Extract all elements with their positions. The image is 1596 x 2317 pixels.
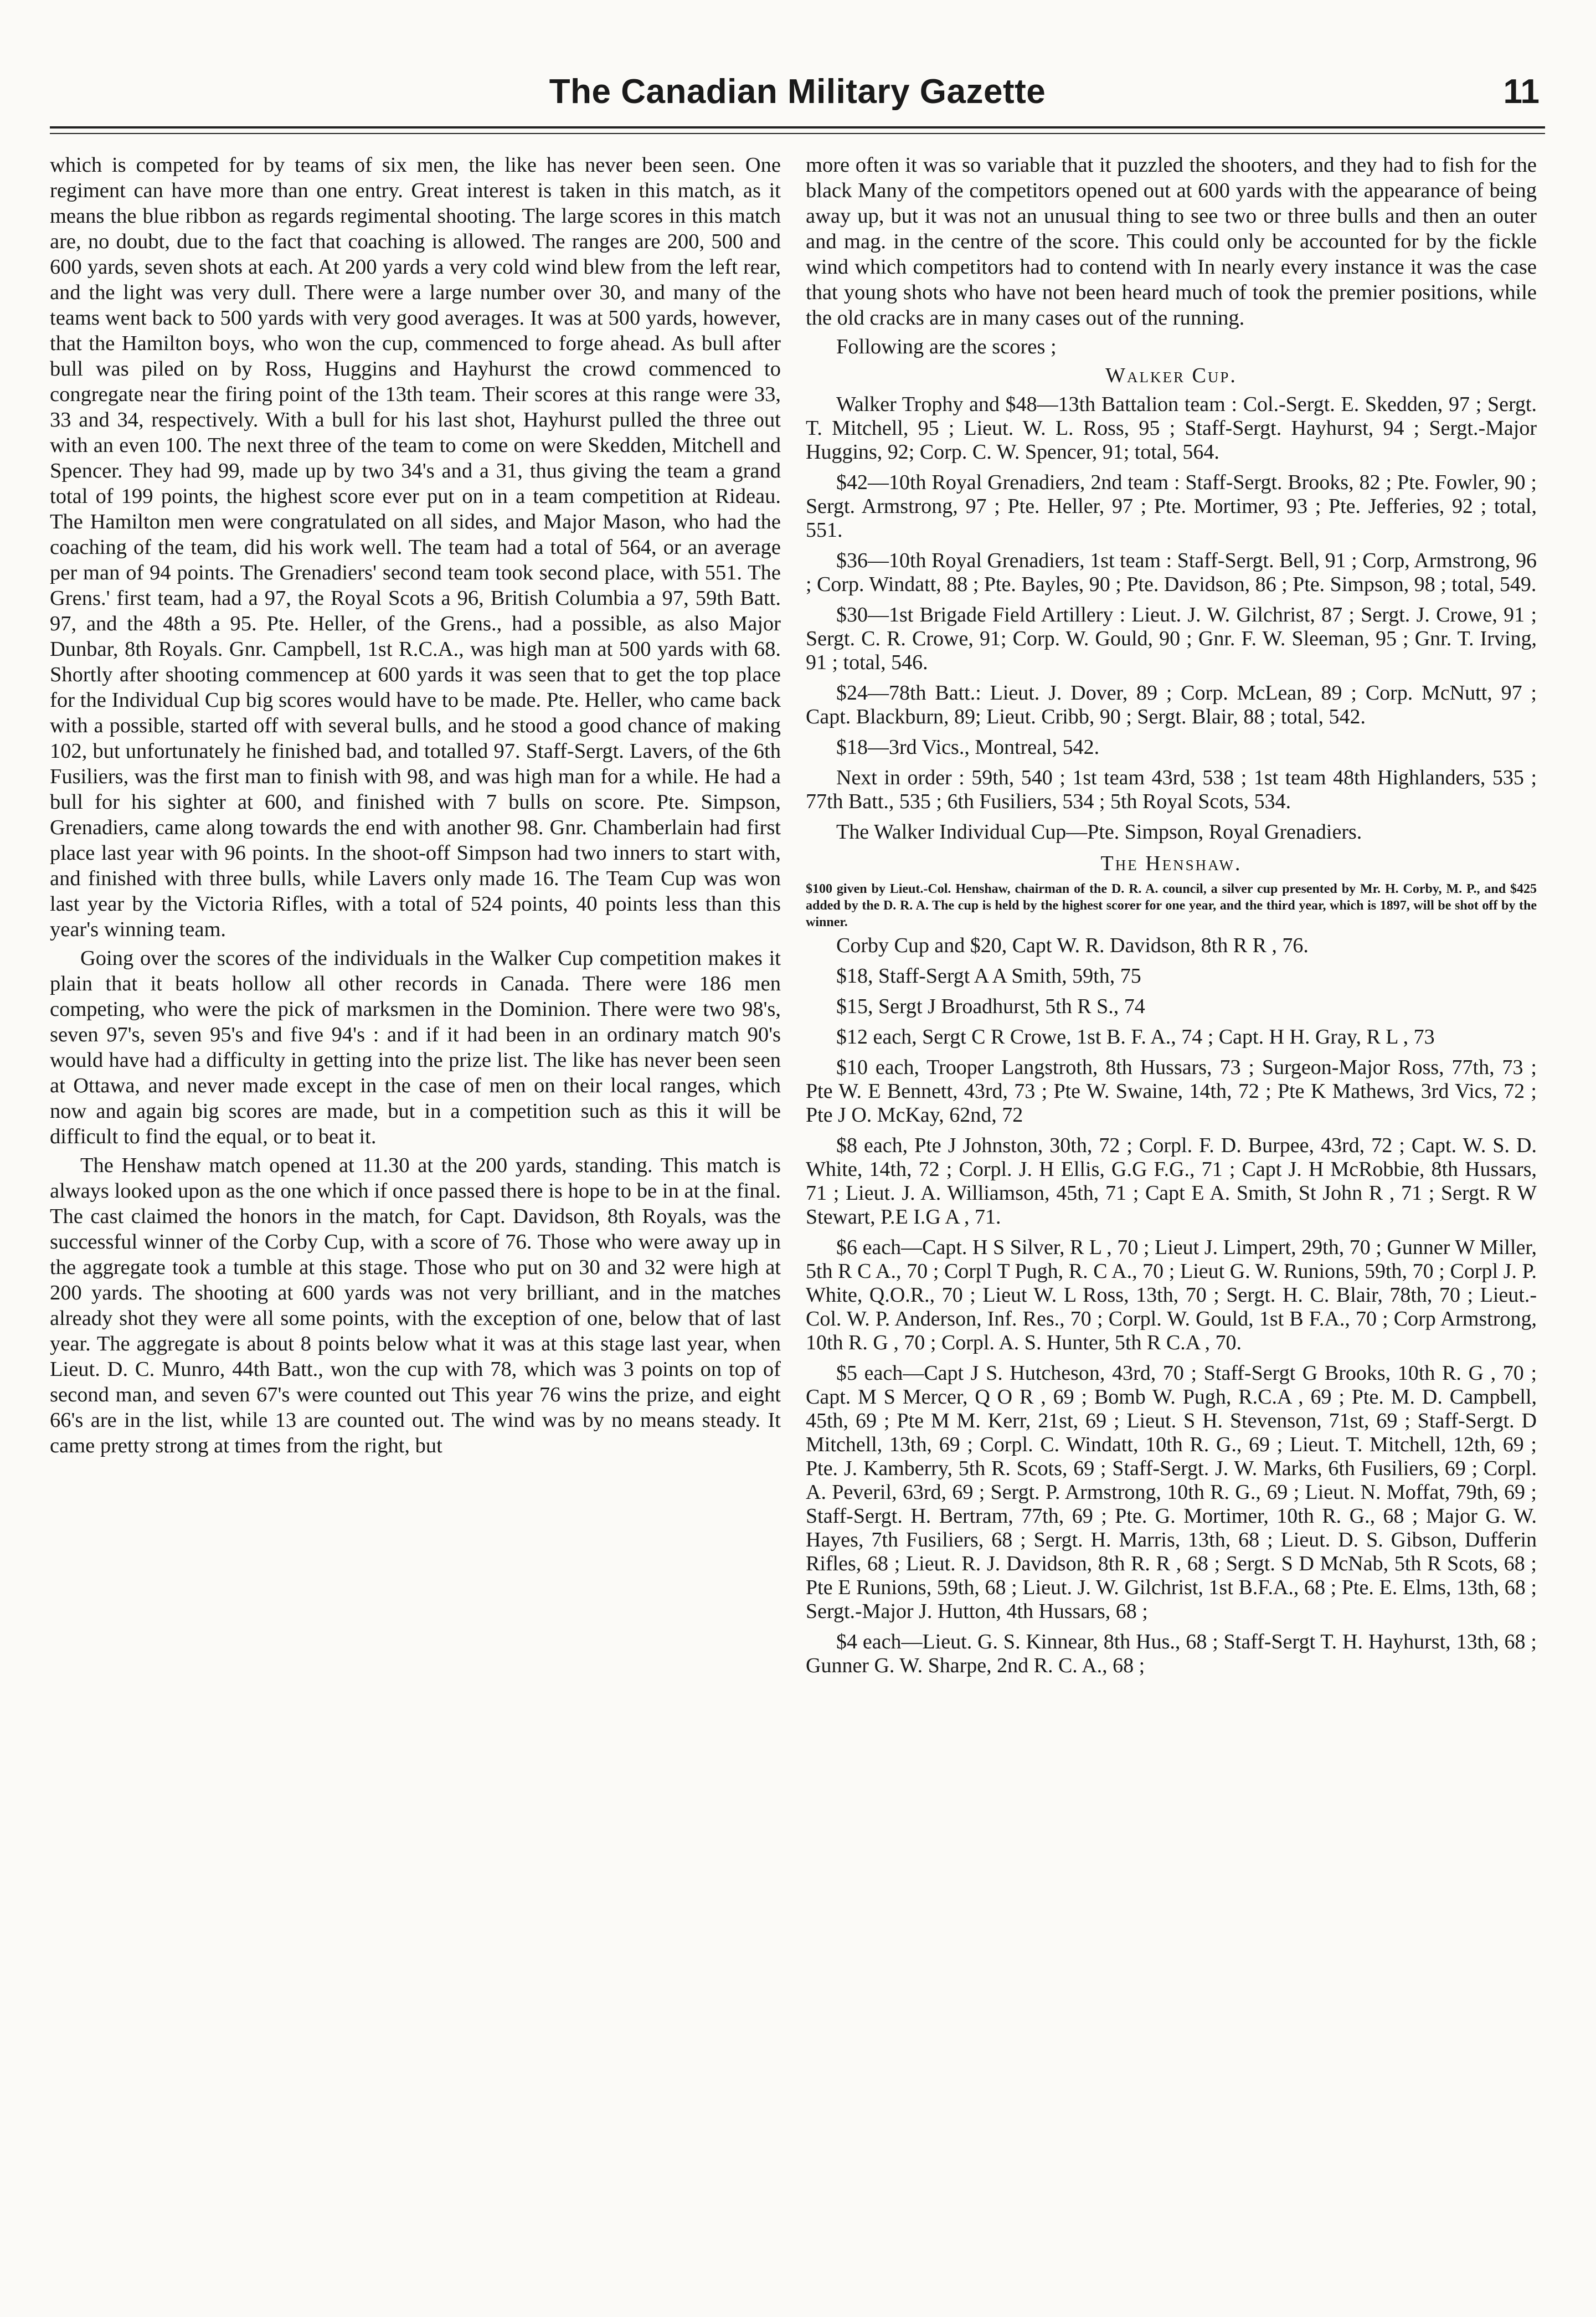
newspaper-title: The Canadian Military Gazette [549,73,1046,111]
header-rule-thin [50,133,1545,134]
result-entry: $24—78th Batt.: Lieut. J. Dover, 89 ; Corp. McLean, 89 ; Corp. McNutt, 97 ; Capt. Blackburn, 89; Lieut. Cribb, 90 ; Sergt. Blair, 88 ; total, 542. [806,681,1537,728]
result-entry: $42—10th Royal Grenadiers, 2nd team : Staff-Sergt. Brooks, 82 ; Pte. Fowler, 90 ; Sergt. Armstrong, 97 ; Pte. Heller, 97 ; Pte. Mortimer, 93 ; Pte. Jefferies, 92 ; total, 551. [806,471,1537,542]
result-entry: $18, Staff-Sergt A A Smith, 59th, 75 [836,964,1141,988]
result-entry: $12 each, Sergt C R Crowe, 1st B. F. A., 74 ; Capt. H H. Gray, R L , 73 [836,1025,1435,1049]
page-header [50,61,1545,122]
result-entry: Walker Trophy and $48—13th Battalion team : Col.-Sergt. E. Skedden, 97 ; Sergt. T. Mitchell, 95 ; Lieut. W. L. Ross, 95 ; Staff-Sergt. Hayhurst, 94 ; Sergt.-Major Huggins, 92; Corp. C. W. Spencer, 91; total, 564. [806,393,1537,464]
result-entry: Next in order : 59th, 540 ; 1st team 43rd, 538 ; 1st team 48th Highlanders, 535 ; 77th Batt., 535 ; 6th Fusiliers, 534 ; 5th Royal Scots, 534. [806,766,1537,813]
result-entry: $8 each, Pte J Johnston, 30th, 72 ; Corpl. F. D. Burpee, 43rd, 72 ; Capt. W. S. D. White, 14th, 72 ; Corpl. J. H Ellis, G.G F.G., 71 ; Capt J. H McRobbie, 8th Hussars, 71 ; Lieut. J. A. Williamson, 45th, 71 ; Capt E A. Smith, St John R , 71 ; Sergt. R W Stewart, P.E I.G A , 71. [806,1134,1537,1229]
result-entry: $4 each—Lieut. G. S. Kinnear, 8th Hus., 68 ; Staff-Sergt T. H. Hayhurst, 13th, 68 ; Gunner G. W. Sharpe, 2nd R. C. A., 68 ; [806,1630,1537,1677]
header-rule [50,126,1545,129]
result-entry: $6 each—Capt. H S Silver, R L , 70 ; Lieut J. Limpert, 29th, 70 ; Gunner W Miller, 5th R C A., 70 ; Corpl T Pugh, R. C A., 70 ; Lieut G. W. Runions, 59th, 70 ; Corpl J. P. White, Q.O.R., 70 ; Lieut W. L Ross, 13th, 70 ; Sergt. H. C. Blair, 78th, 70 ; Lieut.-Col. W. P. Anderson, Inf. Res., 70 ; Corpl. W. Gould, 1st B F.A., 70 ; Corp Armstrong, 10th R. G , 70 ; Corpl. A. S. Hunter, 5th R C.A , 70. [806,1236,1537,1354]
result-entry: $36—10th Royal Grenadiers, 1st team : Staff-Sergt. Bell, 91 ; Corp, Armstrong, 96 ; Corp. Windatt, 88 ; Pte. Bayles, 90 ; Pte. Davidson, 86 ; Pte. Simpson, 98 ; total, 549. [806,549,1537,596]
left-column [50,152,781,2290]
page-number: 11 [1503,73,1540,111]
result-entry: $15, Sergt J Broadhurst, 5th R S., 74 [836,995,1145,1018]
article-paragraph: which is competed for by teams of six men, the like has never been seen. One regiment can have more than one entry. Great interest is taken in this match, as it means the blue ribbon as regards regimental shooting. The large scores in this match are, no doubt, due to the fact that coaching is allowed. The ranges are 200, 500 and 600 yards, seven shots at each. At 200 yards a very cold wind blew from the left rear, and the light was very dull. There were a large number over 30, and many of the teams went back to 500 yards with very good averages. It was at 500 yards, however, that the Hamilton boys, who won the cup, commenced to forge ahead. As bull after bull was piled on by Ross, Huggins and Hayhurst the crowd commenced to congregate near the firing point of the 13th team. Their scores at this range were 33, 33 and 34, respectively. With a bull for his last shot, Hayhurst pulled the three out with an even 100. The next three of the team to come on were Skedden, Mitchell and Spencer. They had 99, made up by two 34's and a 31, thus giving the team a grand total of 199 points, the highest score ever put on in a team competition at Rideau. The Hamilton men were congratulated on all sides, and Major Mason, who had the coaching of the team, did his work well. The team had a total of 564, or an average per man of 94 points. The Grenadiers' second team took second place, with 551. The Grens.' first team, had a 97, the Royal Scots a 96, British Columbia a 97, 59th Batt. 97, and the 48th a 95. Pte. Heller, of the Grens., had a possible, as also Major Dunbar, 8th Royals. Gnr. Campbell, 1st R.C.A., was high man at 500 yards with 68. Shortly after shooting commencep at 600 yards it was seen that to get the top place for the Individual Cup big scores would have to be made. Pte. Heller, who came back with a possible, started off with several bulls, and he stood a good chance of making 102, but unfortunately he finished bad, and totalled 97. Staff-Sergt. Lavers, of the 6th Fusiliers, was the first man to finish with 98, and was high man for a while. He had a bull for his sighter at 600, and finished with 7 bulls on score. Pte. Simpson, Grenadiers, came along towards the end with another 98. Gnr. Chamberlain had first place last year with 96 points. In the shoot-off Simpson had two inners to start with, and finished with three bulls, while Lavers only made 16. The Team Cup was won last year by the Victoria Rifles, with a total of 524 points, 40 points less than this year's winning team. [50,153,781,941]
section-heading-henshaw: The Henshaw. [1100,852,1242,875]
walker-cup-results [806,393,1537,844]
result-entry: The Walker Individual Cup—Pte. Simpson, Royal Grenadiers. [836,820,1362,844]
scores-intro: Following are the scores ; [836,335,1057,358]
result-entry: Corby Cup and $20, Capt W. R. Davidson, 8th R R , 76. [836,934,1309,957]
section-heading-walker-cup: Walker Cup. [1105,364,1237,387]
result-entry: $30—1st Brigade Field Artillery : Lieut. J. W. Gilchrist, 87 ; Sergt. J. Crowe, 91 ; Sergt. C. R. Crowe, 91; Corp. W. Gould, 90 ; Gnr. F. W. Sleeman, 95 ; Gnr. T. Irving, 91 ; total, 546. [806,603,1537,674]
henshaw-prize-note: $100 given by Lieut.-Col. Henshaw, chairman of the D. R. A. council, a silver cup presented by Mr. H. Corby, M. P., and $425 added by the D. R. A. The cup is held by the highest scorer for one year, and the third year, which is 1897, will be shot off by the winner. [806,882,1537,929]
right-column [806,152,1537,2290]
result-entry: $5 each—Capt J S. Hutcheson, 43rd, 70 ; Staff-Sergt G Brooks, 10th R. G , 70 ; Capt. M S Mercer, Q O R , 69 ; Bomb W. Pugh, R.C.A , 69 ; Pte. M. D. Campbell, 45th, 69 ; Pte M M. Kerr, 21st, 69 ; Lieut. S H. Stevenson, 71st, 69 ; Staff-Sergt. D Mitchell, 13th, 69 ; Corpl. C. Windatt, 10th R. G., 69 ; Lieut. T. Mitchell, 12th, 69 ; Pte. J. Kamberry, 5th R. Scots, 69 ; Staff-Sergt. J. W. Marks, 6th Fusiliers, 69 ; Corpl. A. Peveril, 63rd, 69 ; Sergt. P. Armstrong, 10th R. G., 69 ; Lieut. N. Moffat, 79th, 69 ; Staff-Sergt. H. Bertram, 77th, 69 ; Pte. G. Mortimer, 10th R. G., 68 ; Major G. W. Hayes, 7th Fusiliers, 68 ; Sergt. H. Marris, 13th, 68 ; Lieut. D. S. Gibson, Dufferin Rifles, 68 ; Lieut. R. J. Davidson, 8th R. R , 68 ; Sergt. S D McNab, 5th R Scots, 68 ; Pte E Runions, 59th, 68 ; Lieut. J. W. Gilchrist, 1st B.F.A., 68 ; Pte. E. Elms, 13th, 68 ; Sergt.-Major J. Hutton, 4th Hussars, 68 ; [806,1362,1537,1623]
result-entry: $18—3rd Vics., Montreal, 542. [836,736,1100,759]
article-paragraph: more often it was so variable that it puzzled the shooters, and they had to fish for the black Many of the competitors opened out at 600 yards with the appearance of being away up, but it was not an unusual thing to see two or three bulls and then an outer and mag. in the centre of the score. This could only be accounted for by the fickle wind which competitors had to contend with In nearly every instance it was the case that young shots who have not been heard much of took the premier positions, while the old cracks are in many cases out of the running. [806,153,1537,330]
article-paragraph: Going over the scores of the individuals in the Walker Cup competition makes it plain that it beats hollow all other records in Canada. There were 186 men competing, who were the pick of marksmen in the Dominion. There were two 98's, seven 97's, seven 95's and five 94's : and if it had been in an ordinary match 90's would have had a difficulty in getting into the prize list. The like has never been seen at Ottawa, and never made except in the case of men on their local ranges, which now and again big scores are made, but in a competition such as this it will be difficult to find the equal, or to beat it. [50,947,781,1148]
henshaw-results [806,934,1537,1678]
article-paragraph: The Henshaw match opened at 11.30 at the 200 yards, standing. This match is always looked upon as the one which if once passed there is hope to be in at the final. The cast claimed the honors in the match, for Capt. Davidson, 8th Royals, was the successful winner of the Corby Cup, with a score of 76. Those who were away up in the aggregate took a tumble at this stage. Those who put on 30 and 32 were high at 200 yards. The shooting at 600 yards was not very brilliant, and in the matches already shot they were all some points, with the exception of one, below that of last year. The aggregate is about 8 points below what it was at this stage last year, when Lieut. D. C. Munro, 44th Batt., won the cup with 78, which was 3 points on top of second man, and seven 67's were counted out This year 76 wins the prize, and eight 66's are in the list, while 13 are counted out. The wind was by no means steady. It came pretty strong at times from the right, but [50,1154,781,1457]
result-entry: $10 each, Trooper Langstroth, 8th Hussars, 73 ; Surgeon-Major Ross, 77th, 73 ; Pte W. E Bennett, 43rd, 73 ; Pte W. Swaine, 14th, 72 ; Pte K Mathews, 3rd Vics, 72 ; Pte J O. McKay, 62nd, 72 [806,1056,1537,1127]
